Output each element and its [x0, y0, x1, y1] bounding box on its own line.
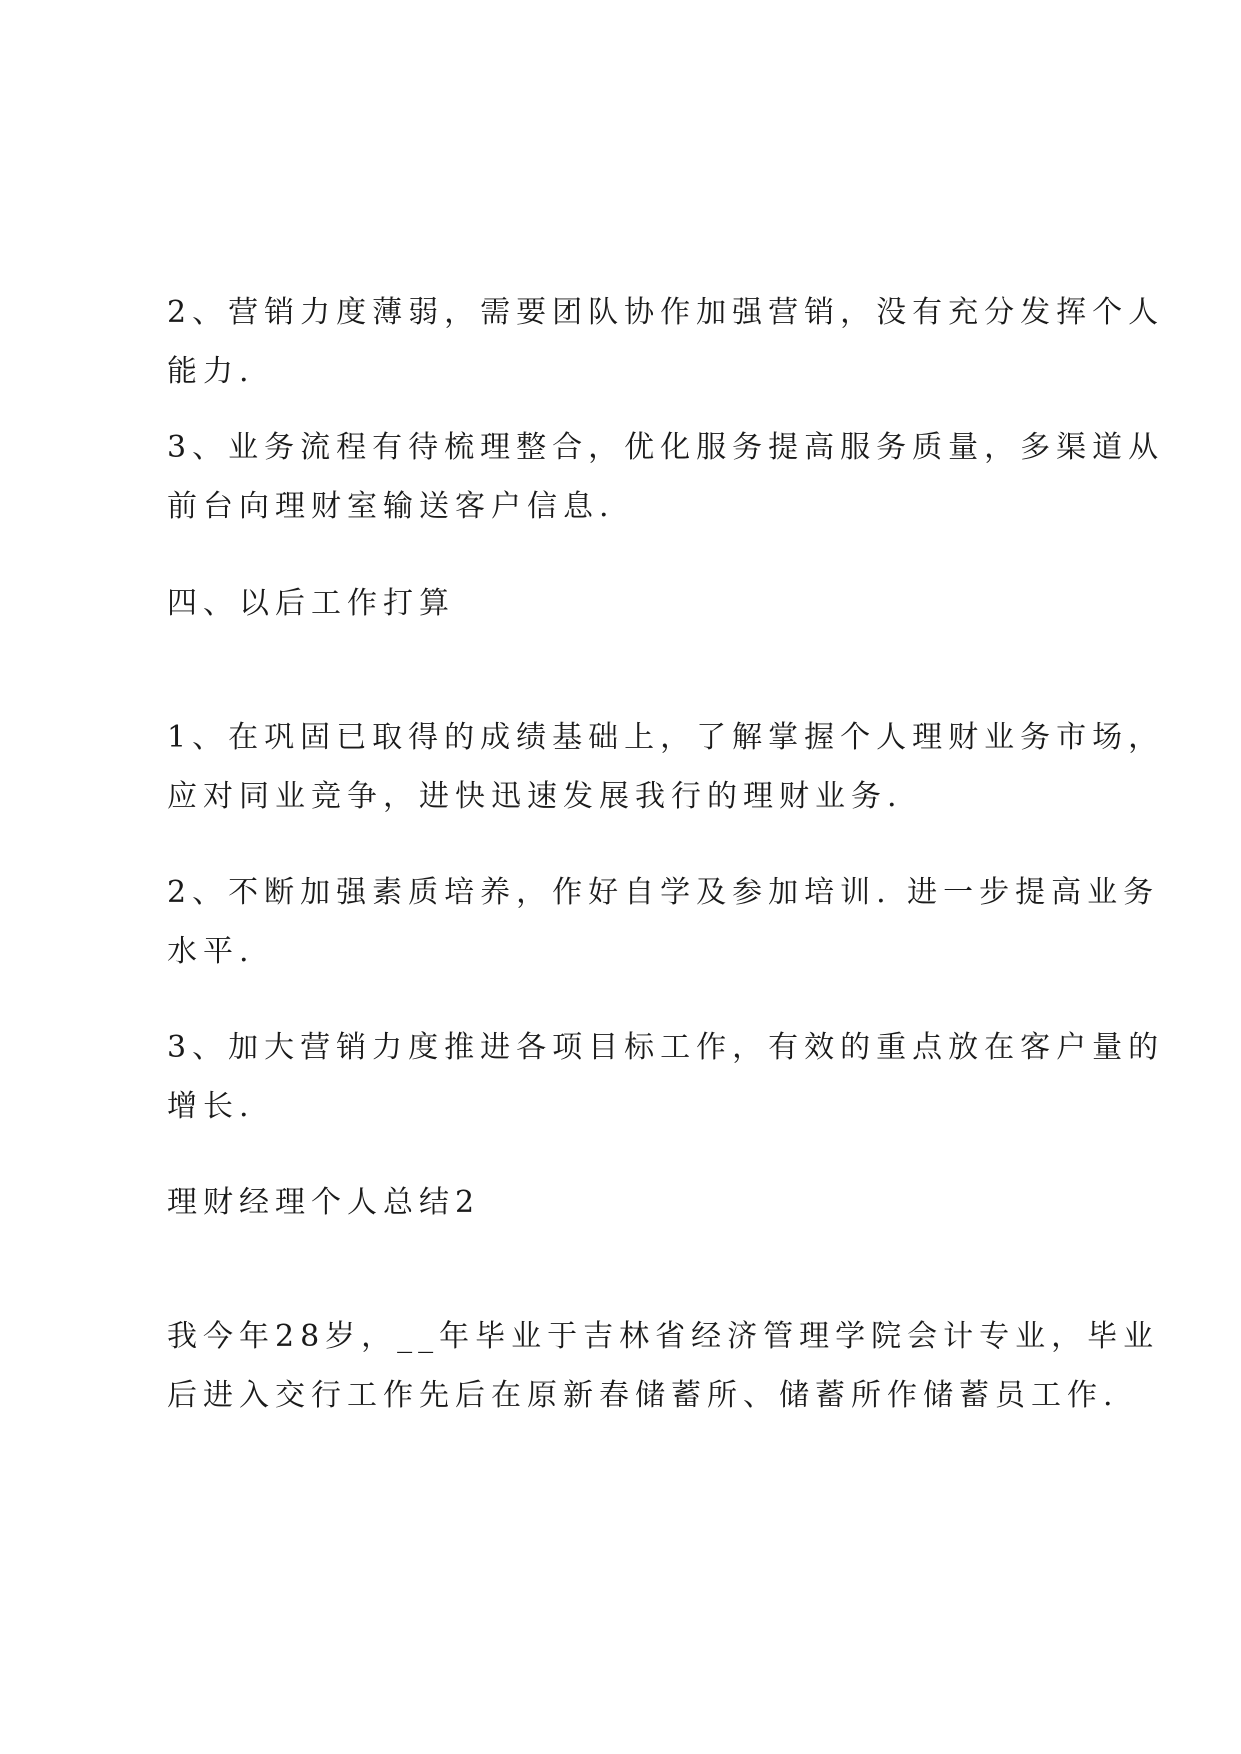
- text-line: 增长.: [167, 1089, 255, 1124]
- section-heading-summary-2: [167, 1173, 1087, 1232]
- text-line: 后进入交行工作先后在原新春储蓄所、储蓄所作储蓄员工作.: [167, 1378, 1119, 1413]
- text-line: 能力.: [167, 354, 255, 389]
- text-line: 四、以后工作打算: [167, 586, 455, 621]
- text-line: 前台向理财室输送客户信息.: [167, 489, 615, 524]
- paragraph-personal-intro: [167, 1307, 1160, 1425]
- text-line: 3、加大营销力度推进各项目标工作，有效的重点放在客户量的: [167, 1030, 1165, 1065]
- text-line: 应对同业竞争，进快迅速发展我行的理财业务.: [167, 779, 903, 814]
- text-line: 水平.: [167, 934, 255, 969]
- text-line: 理财经理个人总结2: [167, 1185, 481, 1220]
- paragraph-marketing-weakness: [167, 283, 1165, 401]
- paragraph-process-optimization: [167, 418, 1165, 536]
- paragraph-plan-1: [167, 708, 1165, 826]
- text-line: 2、营销力度薄弱，需要团队协作加强营销，没有充分发挥个人: [167, 295, 1165, 330]
- paragraph-plan-3: [167, 1018, 1165, 1136]
- text-line: 3、业务流程有待梳理整合，优化服务提高服务质量，多渠道从: [167, 430, 1165, 465]
- text-line: 1、在巩固已取得的成绩基础上，了解掌握个人理财业务市场，: [167, 720, 1165, 755]
- text-line: 我今年28岁，__年毕业于吉林省经济管理学院会计专业，毕业: [167, 1319, 1160, 1354]
- paragraph-plan-2: [167, 863, 1160, 981]
- text-line: 2、不断加强素质培养，作好自学及参加培训. 进一步提高业务: [167, 875, 1160, 910]
- section-heading-future-plans: [167, 574, 1087, 633]
